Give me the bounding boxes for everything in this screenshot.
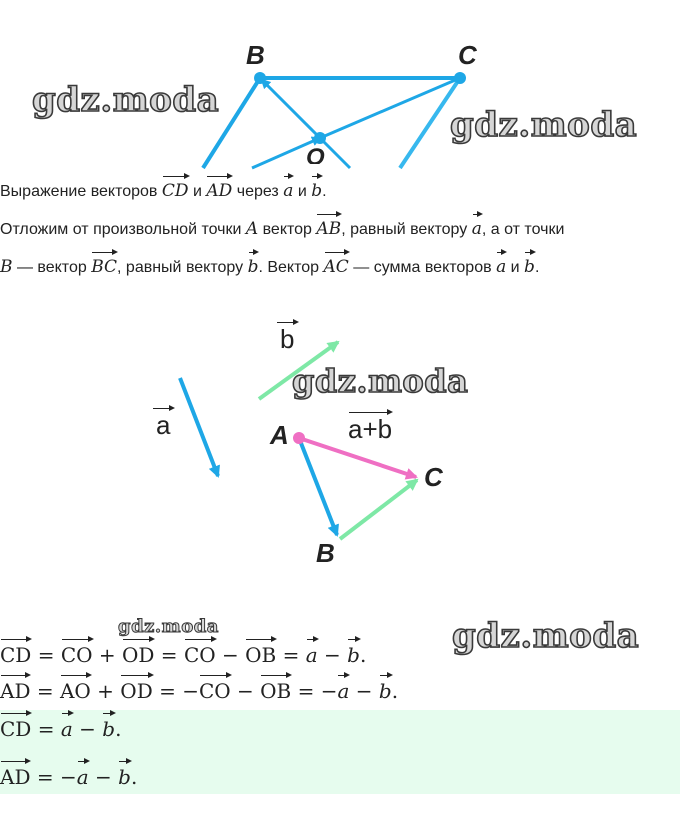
- vector-b: b: [524, 254, 535, 280]
- text: Выражение векторов: [0, 183, 158, 200]
- vector-b: b: [248, 254, 259, 280]
- figure2-label-b: [276, 324, 298, 355]
- watermark: gdz.moda: [292, 362, 469, 400]
- figure2-point-b: B: [316, 538, 335, 568]
- vector: a: [337, 676, 349, 706]
- vector: AD: [0, 676, 30, 706]
- intro-line: [0, 172, 327, 205]
- vector-a: a: [472, 216, 482, 242]
- vector-sum-label: a+b: [348, 414, 393, 444]
- vector: OD: [122, 640, 154, 670]
- point-a-dot: [293, 432, 305, 444]
- figure2-point-a: A: [270, 420, 289, 450]
- figure-triangle-rule: [0, 300, 680, 590]
- vector-ac: AC: [324, 254, 349, 280]
- vector: b: [379, 676, 392, 706]
- vector-ad: AD: [206, 178, 232, 204]
- vector: AO: [60, 676, 91, 706]
- vector: AD: [0, 762, 30, 792]
- text: и: [297, 183, 307, 200]
- vector: CD: [0, 714, 31, 744]
- point-b-label: B: [0, 257, 13, 277]
- vector-ab: AB: [316, 216, 341, 242]
- diagonal-ob: [262, 80, 320, 138]
- vector-b-label: b: [276, 324, 298, 355]
- vector: CO: [184, 640, 216, 670]
- text: вектор: [262, 221, 312, 238]
- text: — вектор: [16, 259, 87, 276]
- vector: a: [77, 762, 89, 792]
- vector: b: [102, 714, 115, 744]
- para-line-2: [0, 248, 539, 281]
- vector-cd: CD: [162, 178, 189, 204]
- text: . Вектор: [258, 259, 320, 276]
- point-o-dot: [314, 132, 326, 144]
- figure2-label-a: [152, 410, 174, 441]
- watermark: gdz.moda: [452, 616, 640, 656]
- watermark: gdz.moda: [450, 105, 638, 145]
- vector: OD: [120, 676, 152, 706]
- para-line-1: [0, 210, 564, 243]
- vector-a: a: [283, 178, 293, 204]
- vector: b: [347, 640, 360, 670]
- text: .: [534, 259, 540, 276]
- watermark: gdz.moda: [118, 616, 219, 637]
- vector-a-arrow: [180, 378, 218, 476]
- formula-line-2: AD = AO + OD = −CO − OB = −a − b.: [0, 676, 398, 706]
- vector: CO: [199, 676, 231, 706]
- vector: OB: [260, 676, 291, 706]
- figure1-label-b: B: [246, 40, 265, 70]
- vector: CO: [61, 640, 93, 670]
- text: и: [192, 183, 202, 200]
- vector-bc: BC: [91, 254, 117, 280]
- vector-b: b: [311, 178, 322, 204]
- point-c-dot: [454, 72, 466, 84]
- text: , а от точки: [481, 221, 565, 238]
- vector-ab-arrow: [299, 438, 337, 535]
- text: , равный вектору: [117, 259, 244, 276]
- text: — сумма векторов: [353, 259, 492, 276]
- vector: a: [306, 640, 318, 670]
- vector: OB: [245, 640, 276, 670]
- figure2-label-sum: [348, 414, 392, 445]
- vector: b: [118, 762, 131, 792]
- vector-bc-arrow: [340, 480, 417, 539]
- vector-a-label: a: [152, 410, 174, 441]
- figure1-label-o: O: [306, 144, 325, 164]
- formula-line-1: CD = CO + OD = CO − OB = a − b.: [0, 640, 366, 670]
- answer-line-2: AD = −a − b.: [0, 762, 137, 792]
- vector: a: [61, 714, 73, 744]
- text: и: [510, 259, 520, 276]
- figure2-point-c: C: [424, 462, 443, 492]
- vector-a: a: [496, 254, 506, 280]
- text: .: [322, 183, 327, 200]
- text: , равный вектору: [341, 221, 468, 238]
- text: через: [236, 183, 279, 200]
- figure1-label-c: C: [458, 40, 477, 70]
- answer-line-1: CD = a − b.: [0, 714, 121, 744]
- text: Отложим от произвольной точки: [0, 221, 242, 238]
- point-a-label: A: [245, 219, 259, 239]
- point-b-dot: [254, 72, 266, 84]
- vector: CD: [0, 640, 31, 670]
- watermark: gdz.moda: [32, 80, 220, 120]
